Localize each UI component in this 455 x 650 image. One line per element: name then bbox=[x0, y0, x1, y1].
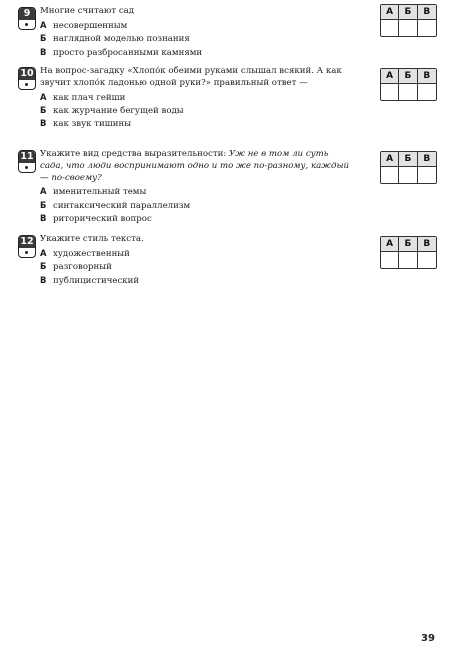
question-number: 9 bbox=[19, 8, 35, 20]
option-c[interactable]: В просто разбросанными камнями bbox=[40, 46, 203, 58]
question-text: Укажите стиль текста. bbox=[40, 234, 144, 244]
grid-header-a: А bbox=[381, 237, 399, 252]
answer-cell-a[interactable] bbox=[381, 20, 399, 36]
option-b[interactable]: Б как журчание бегущей воды bbox=[40, 105, 184, 116]
answer-cell-b[interactable] bbox=[399, 84, 417, 100]
option-b[interactable]: Б наглядной моделью познания bbox=[40, 33, 190, 45]
answer-cell-b[interactable] bbox=[399, 252, 417, 268]
option-a[interactable]: А несовершенным bbox=[40, 19, 128, 31]
question-text: На вопрос-загадку «Хлопо́к обеими руками слышал всякий. А как звучит хлопо́к ладонью одной руки?» правильный ответ — bbox=[40, 66, 342, 88]
question-number-badge bbox=[18, 150, 36, 173]
grid-header-b: Б bbox=[399, 152, 417, 167]
answer-grid bbox=[380, 4, 437, 37]
question-text-plain: Укажите вид средства выразительности: bbox=[40, 149, 227, 159]
option-a[interactable]: А художественный bbox=[40, 247, 130, 259]
grid-header-a: А bbox=[381, 69, 399, 84]
answer-cell-c[interactable] bbox=[418, 252, 436, 268]
question-number: 10 bbox=[20, 68, 34, 79]
answer-grid bbox=[380, 151, 437, 184]
grid-header-a: А bbox=[381, 5, 399, 20]
question-number: 12 bbox=[20, 236, 34, 247]
dot-icon bbox=[19, 20, 35, 29]
option-b[interactable]: Б синтаксический параллелизм bbox=[40, 199, 191, 211]
dot-icon bbox=[19, 248, 35, 257]
answer-cell-a[interactable] bbox=[381, 252, 399, 268]
answer-cell-c[interactable] bbox=[418, 84, 436, 100]
answer-grid bbox=[380, 68, 437, 101]
answer-cell-b[interactable] bbox=[399, 167, 417, 183]
answer-cell-a[interactable] bbox=[381, 167, 399, 183]
grid-header-c: В bbox=[418, 69, 436, 84]
grid-header-b: Б bbox=[399, 5, 417, 20]
question-number-badge bbox=[18, 67, 36, 90]
grid-header-b: Б bbox=[399, 69, 417, 84]
page-number: 39 bbox=[421, 633, 435, 644]
question-number: 11 bbox=[20, 151, 34, 162]
question-number-badge bbox=[18, 7, 36, 30]
grid-header-c: В bbox=[418, 152, 436, 167]
question-number-badge bbox=[18, 235, 36, 258]
dot-icon bbox=[19, 163, 35, 172]
grid-header-c: В bbox=[418, 5, 436, 20]
grid-header-c: В bbox=[418, 237, 436, 252]
question-text-quote: Уж не в том ли суть сада, что люди воспринимают одно и то же по-разному, каждый — по-своему? bbox=[40, 149, 350, 183]
grid-header-a: А bbox=[381, 152, 399, 167]
answer-cell-a[interactable] bbox=[381, 84, 399, 100]
option-c[interactable]: В публицистический bbox=[40, 274, 140, 286]
question-text bbox=[40, 149, 350, 184]
option-c[interactable]: В риторический вопрос bbox=[40, 213, 152, 225]
option-a[interactable]: А как плач гейши bbox=[40, 91, 126, 103]
answer-grid bbox=[380, 236, 437, 269]
grid-header-b: Б bbox=[399, 237, 417, 252]
option-c[interactable]: В как звук тишины bbox=[40, 118, 132, 130]
option-b[interactable]: Б разговорный bbox=[40, 261, 112, 273]
answer-cell-c[interactable] bbox=[418, 167, 436, 183]
dot-icon bbox=[19, 80, 35, 89]
question-text: Многие считают сад bbox=[40, 6, 135, 16]
answer-cell-b[interactable] bbox=[399, 20, 417, 36]
answer-cell-c[interactable] bbox=[418, 20, 436, 36]
option-a[interactable]: А именительный темы bbox=[40, 186, 147, 198]
